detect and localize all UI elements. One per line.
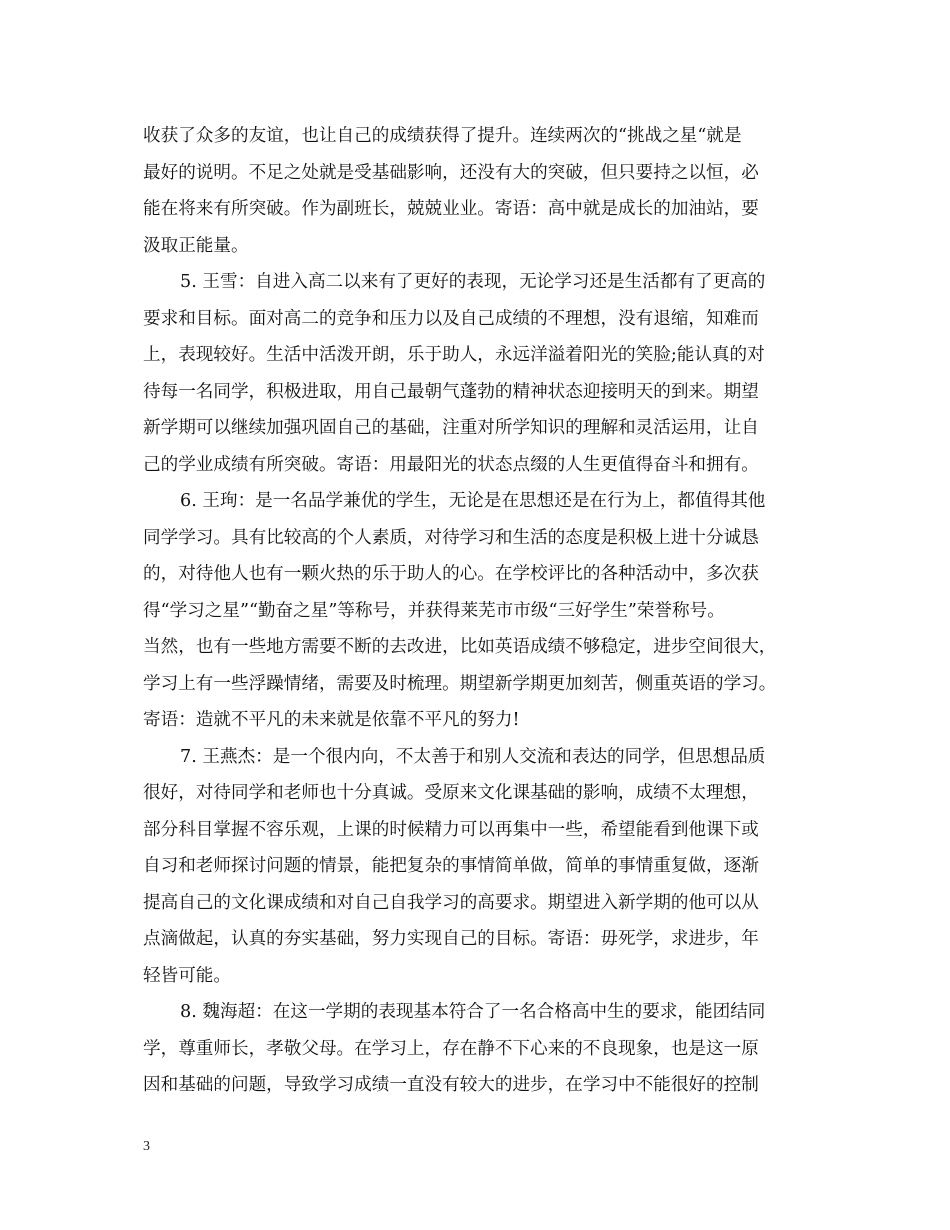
paragraph-line: 上，表现较好。生活中活泼开朗，乐于助人，永远洋溢着阳光的笑脸;能认真的对 [143, 345, 765, 365]
paragraph-line: 7. 王燕杰：是一个很内向，不太善于和别人交流和表达的同学，但思想品质 [180, 746, 766, 767]
page-number: 3 [143, 1139, 150, 1154]
paragraph-line: 能在将来有所突破。作为副班长，兢兢业业。寄语：高中就是成长的加油站，要 [143, 199, 759, 219]
paragraph-line: 待每一名同学，积极进取，用自己最朝气蓬勃的精神状态迎接明天的到来。期望 [143, 381, 759, 402]
paragraph-line: 轻皆可能。 [143, 965, 231, 986]
paragraph-line: 点滴做起，认真的夯实基础，努力实现自己的目标。寄语：毋死学，求进步，年 [143, 929, 759, 949]
paragraph-line: 己的学业成绩有所突破。寄语：用最阳光的状态点缀的人生更值得奋斗和拥有。 [143, 454, 759, 475]
paragraph-line: 寄语：造就不平凡的未来就是依靠不平凡的努力! [143, 710, 520, 730]
paragraph-line: 学，尊重师长，孝敬父母。在学习上，存在静不下心来的不良现象，也是这一原 [143, 1038, 759, 1059]
paragraph-line: 新学期可以继续加强巩固自己的基础，注重对所学知识的理解和灵活运用，让自 [143, 418, 759, 438]
paragraph-line: 同学学习。具有比较高的个人素质，对待学习和生活的态度是积极上进十分诚恳 [143, 527, 759, 548]
paragraph-line: 收获了众多的友谊，也让自己的成绩获得了提升。连续两次的“挑战之星“就是 [143, 126, 742, 146]
paragraph-line: 学习上有一些浮躁情绪，需要及时梳理。期望新学期更加刻苦，侧重英语的学习。 [143, 673, 777, 694]
document-body [143, 118, 820, 1104]
paragraph-line: 汲取正能量。 [143, 235, 249, 256]
paragraph-line: 因和基础的问题，导致学习成绩一直没有较大的进步，在学习中不能很好的控制 [143, 1075, 759, 1095]
paragraph-line: 8. 魏海超：在这一学期的表现基本符合了一名合格高中生的要求，能团结同 [180, 1002, 766, 1022]
paragraph-line: 的，对待他人也有一颗火热的乐于助人的心。在学校评比的各种活动中，多次获 [143, 564, 759, 584]
paragraph-line: 部分科目掌握不容乐观，上课的时候精力可以再集中一些，希望能看到他课下或 [143, 819, 759, 840]
paragraph-line: 5. 王雪：自进入高二以来有了更好的表现，无论学习还是生活都有了更高的 [180, 272, 766, 292]
paragraph-line: 6. 王珣：是一名品学兼优的学生，无论是在思想还是在行为上，都值得其他 [180, 491, 766, 511]
paragraph-line: 提高自己的文化课成绩和对自己自我学习的高要求。期望进入新学期的他可以从 [143, 892, 759, 913]
paragraph-line: 得“学习之星”“勤奋之星”等称号，并获得莱芜市市级“三好学生”荣誉称号。 [143, 600, 725, 621]
paragraph-line: 很好，对待同学和老师也十分真诚。受原来文化课基础的影响，成绩不太理想， [143, 783, 759, 803]
paragraph-line: 要求和目标。面对高二的竞争和压力以及自己成绩的不理想，没有退缩，知难而 [143, 308, 759, 329]
paragraph-line: 最好的说明。不足之处就是受基础影响，还没有大的突破，但只要持之以恒，必 [143, 162, 759, 183]
paragraph-line: 自习和老师探讨问题的情景，能把复杂的事情简单做，简单的事情重复做，逐渐 [143, 856, 759, 876]
paragraph-line: 当然，也有一些地方需要不断的去改进，比如英语成绩不够稳定，进步空间很大， [143, 637, 777, 657]
